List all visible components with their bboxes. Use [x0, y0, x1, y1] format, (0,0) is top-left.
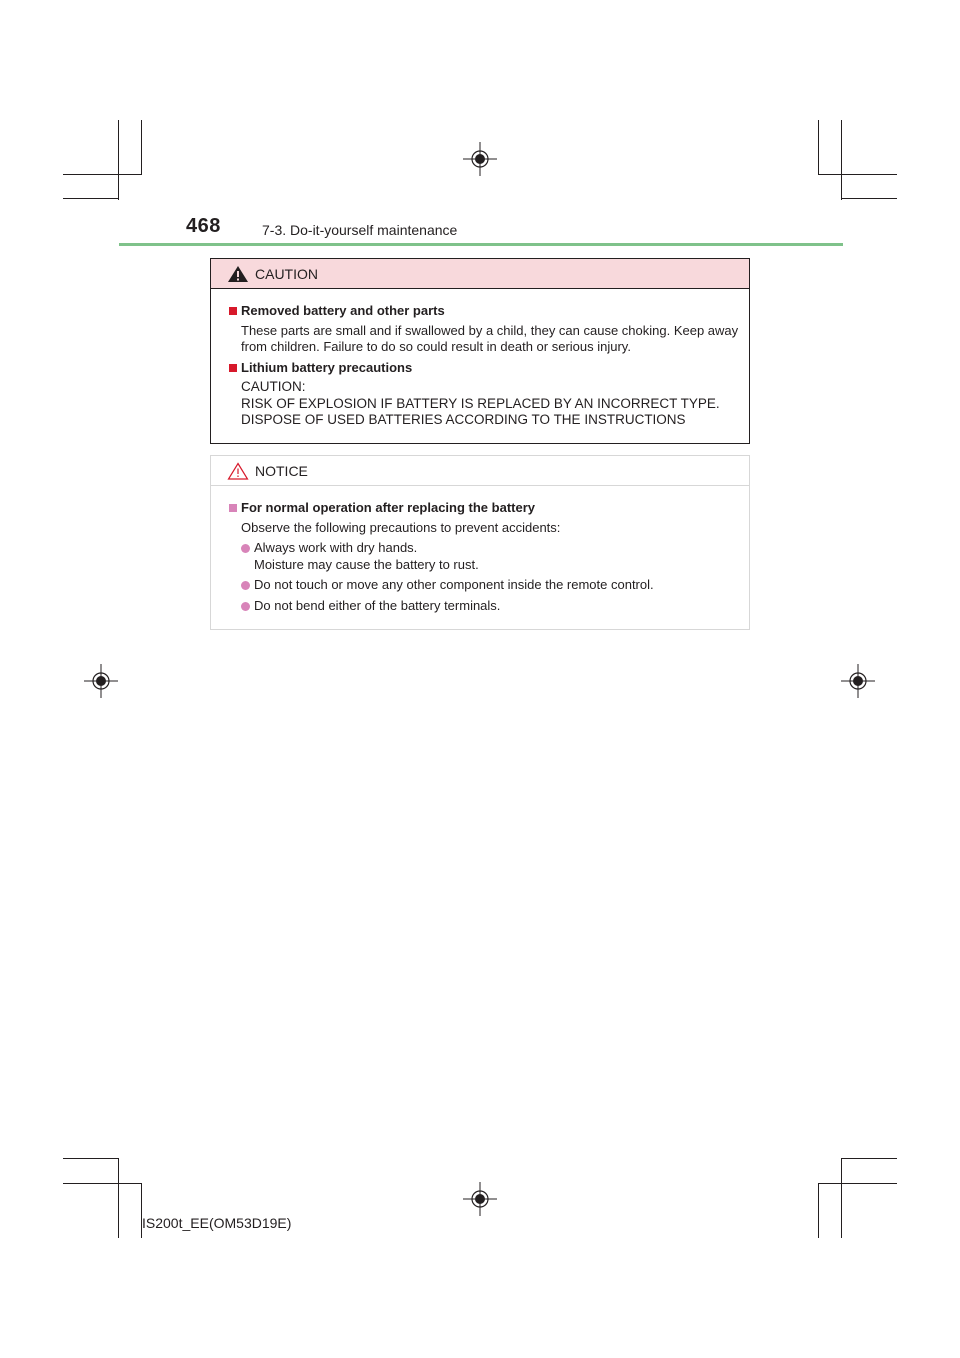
round-bullet-icon — [241, 602, 250, 611]
notice-title: NOTICE — [255, 462, 308, 479]
warning-triangle-icon — [227, 265, 249, 283]
registration-mark-icon — [84, 664, 118, 698]
square-bullet-icon — [229, 364, 237, 372]
warning-triangle-outline-icon — [227, 462, 249, 480]
crop-mark — [818, 1183, 819, 1238]
crop-mark — [841, 198, 897, 199]
round-bullet-icon — [241, 581, 250, 590]
crop-mark — [818, 120, 819, 175]
caution-item-text: These parts are small and if swallowed by a child, they can cause choking. Keep away from children. Failure to do so could result in death or serious injury. — [241, 322, 739, 354]
crop-mark — [818, 174, 897, 175]
list-item: Do not bend either of the battery terminals. — [229, 598, 739, 615]
crop-mark — [141, 120, 142, 175]
caution-item-text: CAUTION: RISK OF EXPLOSION IF BATTERY IS REPLACED BY AN INCORRECT TYPE. DISPOSE OF USED BATTERIES ACCORDING TO THE INSTRUCTIONS — [241, 379, 720, 427]
crop-mark — [63, 1158, 119, 1159]
crop-mark — [818, 1183, 897, 1184]
caution-header — [211, 259, 749, 289]
crop-mark — [118, 120, 119, 200]
caution-box — [210, 258, 750, 444]
caution-body — [211, 289, 749, 429]
crop-mark — [841, 120, 842, 200]
document-code: IS200t_EE(OM53D19E) — [142, 1215, 292, 1231]
crop-mark — [63, 198, 119, 199]
caution-title: CAUTION — [255, 265, 318, 282]
section-title: 7-3. Do-it-yourself maintenance — [262, 222, 458, 238]
square-bullet-icon — [229, 307, 237, 315]
crop-mark — [63, 1183, 142, 1184]
crop-mark — [63, 174, 142, 175]
caution-item-heading: Removed battery and other parts — [229, 303, 739, 320]
caution-item-heading: Lithium battery precautions — [229, 360, 739, 377]
square-bullet-icon — [229, 504, 237, 512]
notice-heading: For normal operation after replacing the battery — [229, 500, 739, 517]
list-item: Always work with dry hands. Moisture may cause the battery to rust. — [229, 540, 739, 573]
notice-box — [210, 455, 750, 630]
notice-header — [211, 456, 749, 486]
round-bullet-icon — [241, 544, 250, 553]
crop-mark — [118, 1158, 119, 1238]
registration-mark-icon — [463, 1182, 497, 1216]
notice-intro: Observe the following precautions to prevent accidents: — [241, 519, 561, 535]
registration-mark-icon — [463, 142, 497, 176]
page-number: 468 — [186, 215, 221, 237]
crop-mark — [841, 1158, 897, 1159]
crop-mark — [841, 1158, 842, 1238]
list-item: Do not touch or move any other component inside the remote control. — [229, 577, 739, 594]
header-rule — [119, 243, 843, 246]
notice-body — [211, 486, 749, 614]
registration-mark-icon — [841, 664, 875, 698]
